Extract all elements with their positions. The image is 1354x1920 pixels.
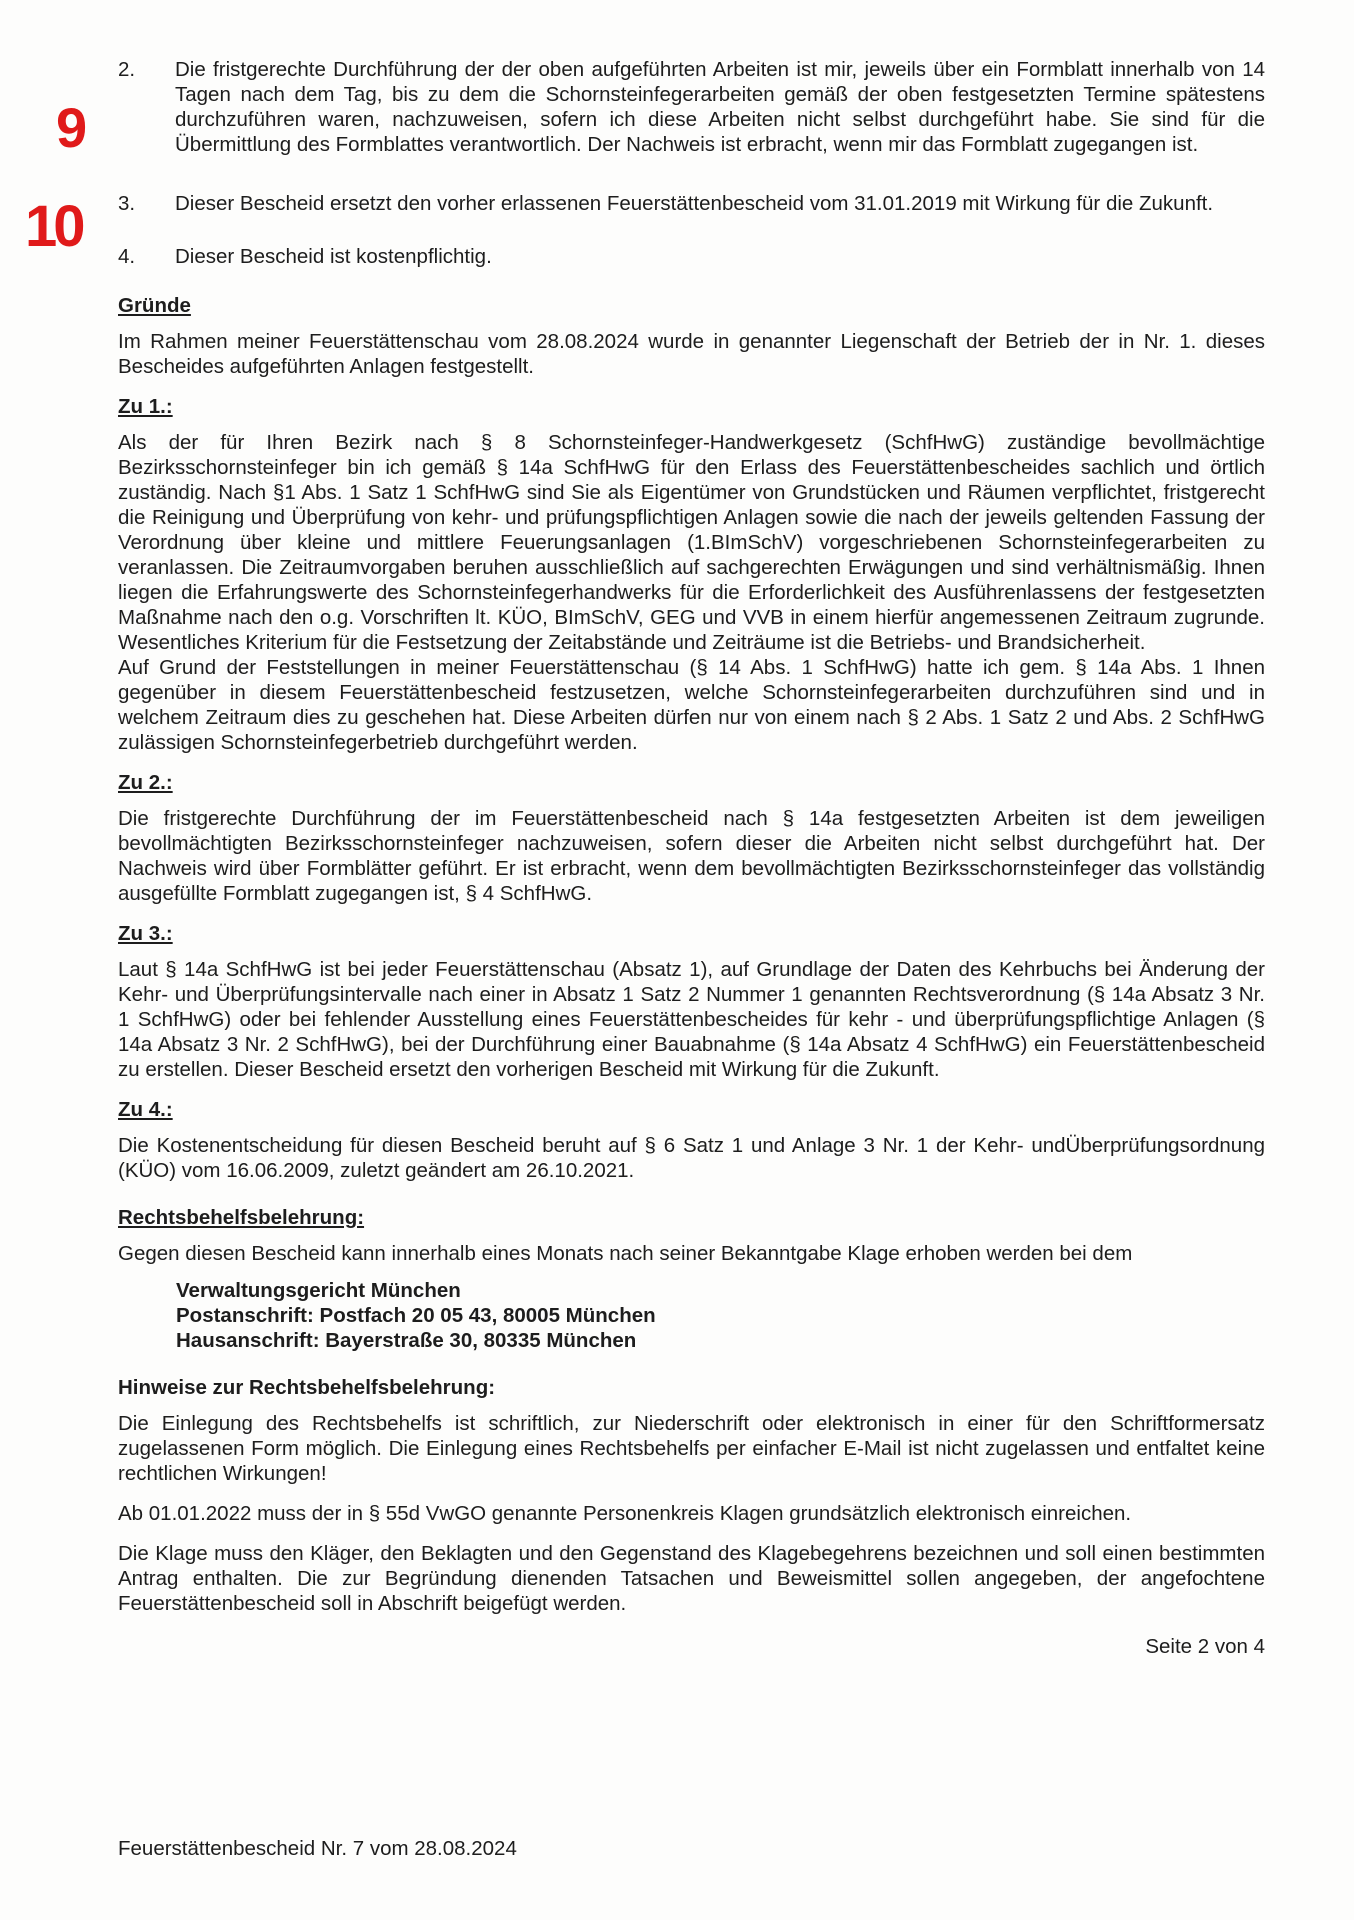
list-item-3-number: 3. xyxy=(118,192,136,215)
zu2-paragraph: Die fristgerechte Durchführung der im Feuerstättenbescheid nach § 14a festgesetzten Arbeiten ist dem jeweiligen bevollmächtigten Bezirksschornsteinfeger nachzuweisen, sofern dieser die Arbeiten nicht selbst durchgeführt hat. Der Nachweis wird über Formblätter geführt. Er ist erbracht, wenn dem bevollmächtigten Bezirksschornsteinfeger das vollständig ausgefüllte Formblatt zugegangen ist, § 4 SchfHwG. xyxy=(118,807,1265,905)
section-heading-hinweise: Hinweise zur Rechtsbehelfsbelehrung: xyxy=(118,1376,496,1399)
zu1-paragraph-2: Auf Grund der Feststellungen in meiner Feuerstättenschau (§ 14 Abs. 1 SchfHwG) hatte ich gem. § 14a Abs. 1 Ihnen gegenüber in diesem Feuerstättenbescheid festzusetzen, welche Schornsteinfegerarbeiten durchzuführen sind und in welchem Zeitraum dies zu geschehen hat. Diese Arbeiten dürfen nur von einem nach § 2 Abs. 1 Satz 2 und Abs. 2 SchfHwG zulässigen Schornsteinfegerbetrieb durchgeführt werden. xyxy=(118,656,1265,754)
list-item-4-number: 4. xyxy=(118,245,136,268)
list-item-3 xyxy=(118,191,1265,216)
zu3-paragraph: Laut § 14a SchfHwG ist bei jeder Feuerstättenschau (Absatz 1), auf Grundlage der Daten des Kehrbuchs bei Änderung der Kehr- und Überprüfungsintervalle nach einer in Absatz 1 Satz 2 Nummer 1 genannten Rechtsverordnung (§ 14a Absatz 3 Nr. 1 SchfHwG) oder bei fehlender Ausstellung eines Feuerstättenbescheides für kehr - und überprüfungspflichtige Anlagen (§ 14a Absatz 3 Nr. 2 SchfHwG), bei der Durchführung einer Bauabnahme (§ 14a Absatz 4 SchfHwG) ein Feuerstättenbescheid zu erstellen. Dieser Bescheid ersetzt den vorherigen Bescheid mit Wirkung für die Zukunft. xyxy=(118,958,1265,1081)
section-heading-zu3: Zu 3.: xyxy=(118,922,173,945)
list-item-2 xyxy=(118,57,1265,157)
section-heading-rechtsbehelfsbelehrung: Rechtsbehelfsbelehrung: xyxy=(118,1206,365,1229)
list-item-3-text: Dieser Bescheid ersetzt den vorher erlassenen Feuerstättenbescheid vom 31.01.2019 mit Wirkung für die Zukunft. xyxy=(175,192,1214,215)
document-reference-footer: Feuerstättenbescheid Nr. 7 vom 28.08.2024 xyxy=(118,1837,517,1860)
document-body xyxy=(118,57,1265,1680)
section-heading-zu1: Zu 1.: xyxy=(118,395,173,418)
court-address-block xyxy=(176,1278,1265,1353)
zu4-paragraph: Die Kostenentscheidung für diesen Bescheid beruht auf § 6 Satz 1 und Anlage 3 Nr. 1 der Kehr- undÜberprüfungsordnung (KÜO) vom 16.06.2009, zuletzt geändert am 26.10.2021. xyxy=(118,1134,1265,1182)
handwritten-annotation-10: 10 xyxy=(25,194,82,259)
section-heading-zu2: Zu 2.: xyxy=(118,771,173,794)
list-item-2-text: Die fristgerechte Durchführung der der oben aufgeführten Arbeiten ist mir, jeweils über ein Formblatt innerhalb von 14 Tagen nach dem Tag, bis zu dem die Schornsteinfegerarbeiten gemäß der oben festgesetzten Termine spätestens durchzuführen waren, nachzuweisen, sofern ich diese Arbeiten nicht selbst durchgeführt habe. Sie sind für die Übermittlung des Formblattes verantwortlich. Der Nachweis ist erbracht, wenn mir das Formblatt zugegangen ist. xyxy=(175,58,1265,156)
list-item-4 xyxy=(118,244,1265,269)
court-street-address: Hausanschrift: Bayerstraße 30, 80335 München xyxy=(176,1329,637,1352)
hinweise-paragraph-3: Die Klage muss den Kläger, den Beklagten und den Gegenstand des Klagebegehrens bezeichnen und soll einen bestimmten Antrag enthalten. Die zur Begründung dienenden Tatsachen und Beweismittel sollen angegeben, der angefochtene Feuerstättenbescheid soll in Abschrift beigefügt werden. xyxy=(118,1542,1265,1615)
section-heading-zu4: Zu 4.: xyxy=(118,1098,173,1121)
court-postal-address: Postanschrift: Postfach 20 05 43, 80005 München xyxy=(176,1304,656,1327)
list-item-2-number: 2. xyxy=(118,58,136,81)
page-number: Seite 2 von 4 xyxy=(1145,1635,1265,1658)
handwritten-annotation-9: 9 xyxy=(56,96,88,159)
rechtsbehelf-intro-paragraph: Gegen diesen Bescheid kann innerhalb eines Monats nach seiner Bekanntgabe Klage erhoben werden bei dem xyxy=(118,1242,1133,1265)
list-item-4-text: Dieser Bescheid ist kostenpflichtig. xyxy=(175,245,492,268)
court-name: Verwaltungsgericht München xyxy=(176,1279,461,1302)
section-heading-gruende: Gründe xyxy=(118,294,191,317)
hinweise-paragraph-2: Ab 01.01.2022 muss der in § 55d VwGO genannte Personenkreis Klagen grundsätzlich elektronisch einreichen. xyxy=(118,1502,1132,1525)
gruende-intro-paragraph: Im Rahmen meiner Feuerstättenschau vom 28.08.2024 wurde in genannter Liegenschaft der Betrieb der in Nr. 1. dieses Bescheides aufgeführten Anlagen festgestellt. xyxy=(118,330,1265,378)
zu1-paragraph-1: Als der für Ihren Bezirk nach § 8 Schornsteinfeger-Handwerkgesetz (SchfHwG) zuständige bevollmächtige Bezirksschornsteinfeger bin ich gemäß § 14a SchfHwG für den Erlass des Feuerstättenbescheides sachlich und örtlich zuständig. Nach §1 Abs. 1 Satz 1 SchfHwG sind Sie als Eigentümer von Grundstücken und Räumen verpflichtet, fristgerecht die Reinigung und Überprüfung von kehr- und prüfungspflichtigen Anlagen sowie die nach der jeweils geltenden Fassung der Verordnung über kleine und mittlere Feuerungsanlagen (1.BImSchV) vorgeschriebenen Schornsteinfegerarbeiten zu veranlassen. Die Zeitraumvorgaben beruhen ausschließlich auf sachgerechten Erwägungen und sind verhältnismäßig. Ihnen liegen die Erfahrungswerte des Schornsteinfegerhandwerks für die Erforderlichkeit des Ausführenlassens der festgesetzten Maßnahme nach den o.g. Vorschriften lt. KÜO, BImSchV, GEG und VVB in einem hierfür angemessenen Zeitraum zugrunde. Wesentliches Kriterium für die Festsetzung der Zeitabstände und Zeiträume ist die Betriebs- und Brandsicherheit. xyxy=(118,431,1265,654)
hinweise-paragraph-1: Die Einlegung des Rechtsbehelfs ist schriftlich, zur Niederschrift oder elektronisch in einer für den Schriftformersatz zugelassenen Form möglich. Die Einlegung eines Rechtsbehelfs per einfacher E-Mail ist nicht zugelassen und entfaltet keine rechtlichen Wirkungen! xyxy=(118,1412,1265,1485)
